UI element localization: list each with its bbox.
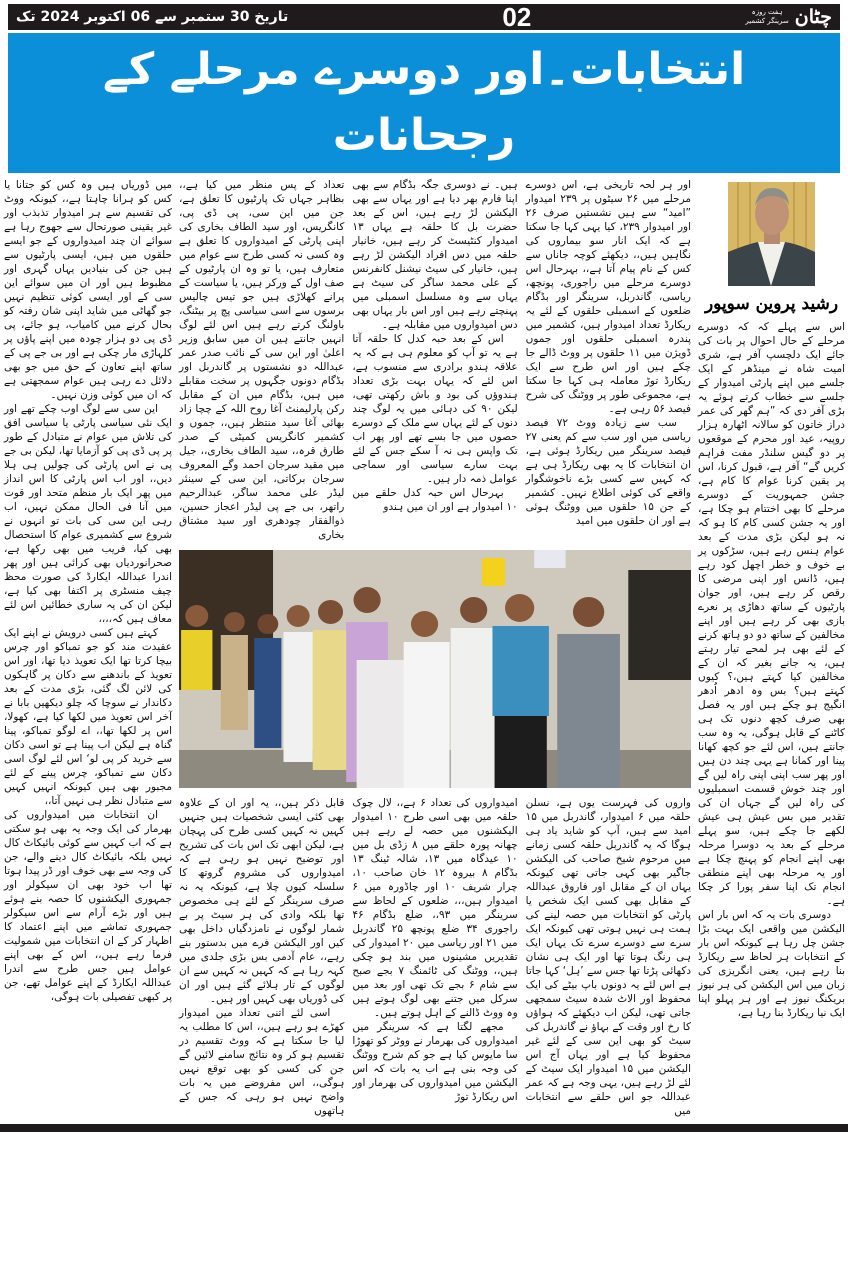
article-column-4-top	[526, 178, 691, 542]
paragraph: تعداد کے پس منظر میں کیا ہے،، بظاہر جہاں تک پارٹیوں کا تعلق ہے، جن میں این سی، پی ڈی پی، کانگریس، اور سید الطاف بخاری کی اپنی پارٹی کے امیدواروں کا تعلق ہے وہ کسی نہ کسی طرح سے عوام میں متعارف ہیں، یا تو وہ ان پارٹیوں کے صف اول کے ورکر ہیں، یا سیاست کے پرانے کھلاڑی ہیں جو تیس چالیس برسوں سے اسی سیاسی پچ پر بیٹنگ، باولنگ کرتے رہے ہیں اس لئے لوگ انہیں جانتے ہیں ان میں سابق وزیر اعلیٰ اور این سی کے نائب صدر عمر عبداللہ دو نشستوں پر گاندربل اور بڈگام دونوں جگہوں پر سخت مقابلے میں ہیں، بڈگام میں ان کے مقابل رکن پارلیمنٹ آغا روح اللہ کے چچا زاد بھائی آغا سید منتظر ہیں،، جموں و کشمیر کانگریس کمیٹی کے صدر طارق قرہ،، سید الطاف بخاری،، جیل میں مقید سرجان احمد وگے المعروف سرجان برکاتی، این سی کے سینئر لیڈر علی محمد ساگر، عبدالرحیم راتھر، بی جے پی لیڈر اعجاز حسین، ذوالفقار چودھری اور سید مشتاق بخاری	[179, 179, 345, 541]
paragraph: ان انتخابات میں امیدواروں کی بھرمار کی ایک وجہ یہ بھی ہو سکتی ہے کہ اب کہیں سے کوئی بائیکاٹ کال نہیں بلکہ بائیکاٹ کال دینے والے، جن کی وجہ سے بھی خوف اور ڈر پیدا ہوتا تھا اب خود بھی ان سیکولر اور جمہوری الیکشنوں کا حصہ بنے ہوئے ہیں اور بڑے آرام سے اس سیکولر جمہوری تماشے میں اپنے اعتماد کا اظہار کر کے ان انتخابات میں شمولیت فرما رہے ہیں،، اس کے بھی اپنے عوامل ہیں جس طرح سے اندرا عبداللہ ایکارڈ کے اپنے عوامل تھے، جن پر کبھی تفصیلی بات ہوگی،	[4, 809, 172, 1003]
paragraph: امیدواروں کی تعداد ۶ ہے،، لال چوک حلقہ میں بھی اسی طرح ۱۰ امیدوار الیکشنوں میں حصہ لے رہے ہیں چھانہ پورہ حلقے میں ۸ زڈی بل میں ۱۰ عیدگاہ میں ۱۳، شالہ ٹینگ ۱۳ بڈگام ۸ بیروہ ۱۲ خان صاحب ۱۰، چرار شریف ۱۰ اور چاڈورہ میں ۶ امیدوار ہیں،،، ضلعوں کے لحاظ سے سرینگر میں ۹۳،، ضلع بڈگام ۴۶ راجوری ۳۴ ضلع پونچھ ۲۵ گاندربل میں ۲۱ اور ریاسی میں ۲۰ امیدوار کی تقدیریں مشینوں میں بند ہو چکی ہیں،، ووٹنگ کی ٹائمنگ ۷ بجے صبح سے شام ۶ بجے تک تھی اور بعد میں سرکل میں جتنے بھی لوگ ہوتے ہیں وہ ووٹ ڈالنے کے اہل ہوتے ہیں۔	[352, 797, 518, 1019]
paragraph: واروں کی فہرست یوں ہے، نسلن حلقہ میں ۶ امیدوار، گاندربل میں ۱۵ امید سے ہیں، آپ کو شاید یاد ہی ہوگا کہ یہ گاندربل حلقہ کسی زمانے میں مرحوم شیخ صاحب کی الیکشن جاگیر بھی کہی جاتی تھی کیونکہ یہاں ان کے مقابل اور فاروق عبداللہ کے مقابل بھی کسی ایک شخص یا پارٹی کو انتخابات میں حصہ لینے کی ہمت ہی نہیں ہوتی تھی کیونکہ ایک سرے سے دوسرے سرے تک یہاں ایک ہی رنگ ہوتا تھا اور ایک ہی نشان دکھائی پڑتا تھا جس سے ’ہل‘ کہا جاتا ہے اس لئے یہ دونوں باپ بیٹے کی ایک محفوظ اور الاٹ شدہ سیٹ سمجھی جاتی تھی، لیکن اب دیکھئے کہ ہواؤں کا رخ اور وقت کے بہاؤ نے گاندربل کی سیٹ کو بھی این سی کے لئے غیر محفوظ کیا ہے اور یہاں آج اس الیکشن میں ۱۵ امیدوار ایک سیٹ کے لئے لڑ رہے ہیں، یہی وجہ ہے کہ عمر عبداللہ جو اس حلقے سے انتخابات میں	[525, 797, 692, 1117]
logo-tag-bottom: سرینگر کشمیر	[745, 17, 789, 25]
left-column	[4, 178, 172, 1004]
paragraph: اور ہر لحہ تاریخی ہے، اس دوسرے مرحلے میں ۲۶ سیٹوں پر ۲۳۹ امیدوار ”امید“ سے ہیں نشستیں صرف ۲۶ اور امیدوار ۲۳۹، کیا یہی کہا جا سکتا ہے کہ ایک انار سو بیماروں کی نگاہیں ہیں،، دیکھئے کوچہ جاناں سے کس کے نام پیام آتا ہے،، بہرحال اس دوسرے مرحلے میں راجوری، پونچھ، ریاسی، گاندربل، سرینگر اور بڈگام ضلعوں کے اسمبلی حلقوں کے لئے یہ ریکارڈ تعداد امیدوار ہیں، کشمیر میں پندرہ اسمبلی حلقوں اور جموں ڈویژن میں ۱۱ حلقوں پر ووٹ ڈالے جا چکے ہیں اور اس طرح سے ایک ریکارڈ توڑ معاملہ ہی کہا جا سکتا ہے، مجموعی طور پر ووٹنگ کی شرح فیصد ۵۶ رہی ہے۔	[525, 179, 692, 415]
paragraph: بہرحال اس حبہ کدل حلقے میں ۱۰ امیدوار ہے اور ان میں ہندو	[352, 487, 518, 513]
logo-tagline	[745, 8, 788, 26]
masthead-bar	[8, 4, 840, 30]
paragraph: مجھے لگتا ہے کہ سرینگر میں امیدواروں کی بھرمار نے ووٹر کو تھوڑا سا مایوس کیا ہے جو کم شرح ووٹنگ کی وجہ بنی ہے اب یہ بات کہ اس الیکشن میں امیدواروں کی بھرمار اور اس ریکارڈ توڑ	[352, 1021, 518, 1103]
top-row	[179, 178, 691, 542]
article-column-2-bottom	[179, 796, 344, 1118]
voters-queue-photo	[179, 550, 691, 788]
paragraph: اس سے پہلے کہ کہ دوسرے مرحلے کے حال احوال پر بات کی جائے ایک دلچسپ آفر ہے، شری امیت شاہ نے مینڈھر کے ایک جلسے میں اپنے پارٹی امیدوار کے جلسے سے خطاب کرتے ہوئے یہ بڑی آفر دی کہ ”ہم گھر کی عمر دراز خاتون کو سالانہ اٹھارہ ہزار روپیہ، عید اور محرم کے موقعوں پر دو گیس سلنڈر مفت فراہم کریں گے“ آفر ہے، قبول کرنا، اس پر یقین کرنا عوام کا کام ہے، جشن جمہوریت کے دوسرے مرحلے کا بھی اختتام ہو چکا ہے، اور یہ جشن کسی کام کا ہو کہ نہ ہو لیکن بڑی مدت کے بعد عوام ہنس رہے ہیں، سڑکوں پر بے خوف و خطر اچھل کود رہے ہیں، ڈانس اور اپنی مرضی کا رقص کر رہے ہیں، اور جوان پارٹیوں کے ساتھ دھاڑی پر نعرے بازی بھی کر رہے ہیں اور اپنے مخالفین کے ساتھ دو دو ہاتھ کرنے کے لئے بھی ہر لمحے تیار رہتے ہیں، یہ جانے بغیر کہ ان کے مخالفین کیا کہتے ہیں،؟ کیوں کہتے ہیں؟ بس وہ ادھر اُدھر انگیج ہو چکے ہیں اور یہ فصل بھی صرف کچھ دنوں تک ہی کاٹنے کے قابل ہوگی، یہ وہ سب جانتے ہیں، اس لئے جو کچھ کھانا پینا اور کمانا ہے یہی چند دن ہیں اور پھر سب اپنی اپنی راہ لیں گے اور چند خوش قسمت اسمبلیوں کی راہ لیں گے جہاں ان کی تقدیر میں بس عیش ہی عیش لکھے جا چکے ہیں، سو پہلے مرحلے کے بعد یہ دوسرا مرحلہ بھی اپنے انجام کو پہنچ چکا ہے اور یہ مرحلہ بھی اپنے منطقی انجام تک اپنا سفر پورا کر چکا ہے۔	[698, 321, 845, 907]
article-column-4-bottom	[526, 796, 691, 1118]
middle-columns	[179, 178, 691, 1118]
paragraph: میں ڈوریاں ہیں وہ کس کو جتانا یا کس کو ہرانا چاہتا ہے،، کیونکہ ووٹ کی تقسیم سے ہر امیدوار تذبذب اور غیر یقینی صورتحال سے جھوج رہا ہے سوائے ان چند امیدواروں کے جو ایسے حلقوں میں ہیں، ایسی پارٹیوں سے ہیں جن کی بنیادیں یہاں گہری اور مظبوط ہیں اور ان میں سوائے این سی کے اور ایسی کوئی تنظیم نہیں جو گھاٹی میں شاید اپنی شان رفتہ کو بحال کرنے میں کامیاب، ہو جائے، پی ڈی پی دو ہزار چودہ میں اپنے پاؤں پر کلہاڑی مار چکی ہے اور بی جے پی کے ساتھ اپنے تعاون کے حق میں جو بھی دلائل دے رہی ہیں عوام سمجھتی ہے کہ ان میں کوئی وزن نہیں۔	[4, 179, 172, 401]
paragraph: اسی لئے اتنی تعداد میں امیدوار کھڑے ہو رہے ہیں،، اس کا مطلب یہ لیا جا سکتا ہے کہ ووٹ تقسیم در تقسیم ہو کر وہ نتائج سامنے لائیں گے جن کی کسی کو بھی توقع نہیں ہوگی،، اس مفروضے میں یہ بات واضح نہیں ہو رہی کہ جس کے ہاتھوں	[179, 1007, 345, 1117]
article-column-3-top	[352, 178, 517, 542]
paragraph: سب سے زیادہ ووٹ ۷۲ فیصد ریاسی میں اور سب سے کم یعنی ۲۷ فیصد سرینگر میں ریکارڈ ہوئی ہے، ان انتخابات کا یہ بھی ریکارڈ ہی ہے کہ کہیں سے کسی بڑے ناخوشگوار واقعے کی کوئی اطلاع نہیں۔ کشمیر کے جن ۱۵ حلقوں میں ووٹنگ ہوئی ہے اور ان حلقوں میں امید	[525, 417, 691, 527]
paragraph: اس کے بعد حبہ کدل کا حلقہ آتا ہے یہ تو آپ کو معلوم ہی ہے کہ یہ علاقہ ہندو برادری سے منسوب ہے، اس لئے کہ یہاں بہت بڑی تعداد ہندوؤں کی بود و باش رکھتی تھی، لیکن ۹۰ کی دہائی میں یہ لوگ چند دنوں کے لئے یہاں سے ملک کے دوسرے حصوں میں جا بسے تھے اور پھر اب تک واپس ہی نہ آ سکے جس کے لئے بہت سارے سیاسی اور سماجی عوامل ذمہ دار ہیں۔	[352, 333, 518, 485]
paragraph: دوسری بات یہ کہ اس بار اس الیکشن میں واقعی ایک بہت بڑا جشن چل رہا ہے کیونکہ اس بار کے انتخابات ہر لحاظ سے ریکارڈ بنا رہے ہیں، یعنی انگریزی کی زبان میں اس الیکشن کی ہر نیوز بریکنگ نیوز ہے اور ہر پہلو اپنا ایک نیا ریکارڈ بنا رہا ہے،	[698, 909, 845, 1019]
author-photo	[728, 182, 815, 286]
article-column-1	[4, 178, 172, 1004]
logo-tag-top: ہفت روزہ	[751, 8, 783, 16]
footer-bar	[0, 1124, 848, 1132]
paragraph: ہیں۔ نے دوسری جگہ بڈگام سے بھی اپنا فارم بھر دیا ہے اور یہاں سے بھی الیکشن لڑ رہے ہیں، اس کے بعد حضرت بل کا حلقہ ہے یہاں ۱۳ امیدوار کنٹیسٹ کر رہے ہیں، خانیار حلقہ میں دس افراد الیکشن لڑ رہے ہیں، خانیار کی سیٹ نیشنل کانفرنس کے علی محمد ساگر کی سیٹ ہے یہاں سے وہ مسلسل اسمبلی میں پہنچتے رہے ہیں اور اس بار یہاں بھی دس امیدواروں میں مقابلہ ہے۔	[352, 179, 518, 331]
paragraph: قابل ذکر ہیں،، یہ اور ان کے علاوہ بھی کئی ایسی شخصیات ہیں جنہیں کہیں نہ کہیں کسی طرح کی پہچان ہے، لیکن ابھی تک اس بات کی تشریح اور توضیح نہیں ہو رہی ہے کہ امیدواروں کی مشروم گروتھ کا سلسلہ کیوں چلا ہے، کیونکہ یہ نہ صرف سرینگر کے لئے ہی مخصوص تھا بلکہ وادی کی ہر سیٹ پر بے شمار لوگوں نے نامزدگیاں داخل بھی کیں اور الیکشن فرے میں بدستور بنے رہے،، عام آدمی بس بڑی جلدی میں کہہ رہا ہے کہ کہیں نہ کہیں سے ان لوگوں کے تار ہلائے گئے ہیں اور ان کی ڈوریاں بھی کہیں اور ہیں۔	[179, 797, 345, 1005]
article-column-2-top	[179, 178, 344, 542]
logo-name: چٹان	[794, 6, 832, 28]
author-byline: رشید پروین سوپور	[704, 294, 839, 314]
headline-banner	[8, 33, 840, 173]
paragraph: کہتے ہیں کسی درویش نے اپنے ایک عقیدت مند کو جو تمباکو اور چرس بیچا کرتا تھا ایک تعویذ دیا تھا، اور اس تعویذ کے باندھنے سے دکان پر گاہکوں کی لائن لگ گئی، بڑی مدت کے بعد دکاندار نے سوچا کہ چلو دیکھیں بابا نے آخر اس تعویذ میں لکھا کیا ہے، کھولا، اس پر لکھا تھا،، اے لوگو تمباکو، پینا گناہ ہے لیکن اب پینا ہے تو اسی دکان سے خرید کر پی لو‘ اس لئے لوگ اسی دکان سے تمباکو، چرس پینے کے لئے مجبور بھی ہیں کیونکہ انہیں کہیں سے متبادل نظر ہی نہیں آتا،،	[4, 627, 172, 807]
page-number: 02	[502, 2, 532, 32]
headline: انتخابات۔اور دوسرے مرحلے کے رجحانات	[102, 44, 746, 161]
issue-date: تاریخ 30 ستمبر سے 06 اکتوبر 2024 تک	[16, 9, 289, 25]
article-column-3-bottom	[352, 796, 517, 1118]
newspaper-logo	[745, 5, 832, 29]
bottom-row	[179, 796, 691, 1118]
article-column-right	[698, 320, 845, 1020]
paragraph: این سی سے لوگ اوب چکے تھے اور ایک نئی سیاسی پارٹی یا سیاسی افق کی تلاش میں عوام نے متبادل کے طور پر پی ڈی پی کو آزمایا تھا، لیکن بی جے پی نے اس پارٹی کی چولیں ہی ہلا دیں،، اور اب اس پارٹی کا اس انداز میں پھر ایک بار منظم متحد اور قوت میں آنا فی الحال ممکن نہیں، اب رہی این سی کی بات تو انہوں نے شروع سے کشمیری عوام کا استحصال بھی کیا، فریب میں بھی رکھا ہے، صحرانوردیاں بھی کرائی ہیں اور پھر اندرا عبداللہ ایکارڈ کی صورت محظ چیف منسٹری پر اکتفا بھی کیا ہے، لیکن ان کی یہ ساری خطائیں اس لئے معاف ہیں کہ،،،،	[4, 403, 172, 625]
right-column	[698, 178, 845, 1020]
article-body	[0, 173, 848, 1118]
